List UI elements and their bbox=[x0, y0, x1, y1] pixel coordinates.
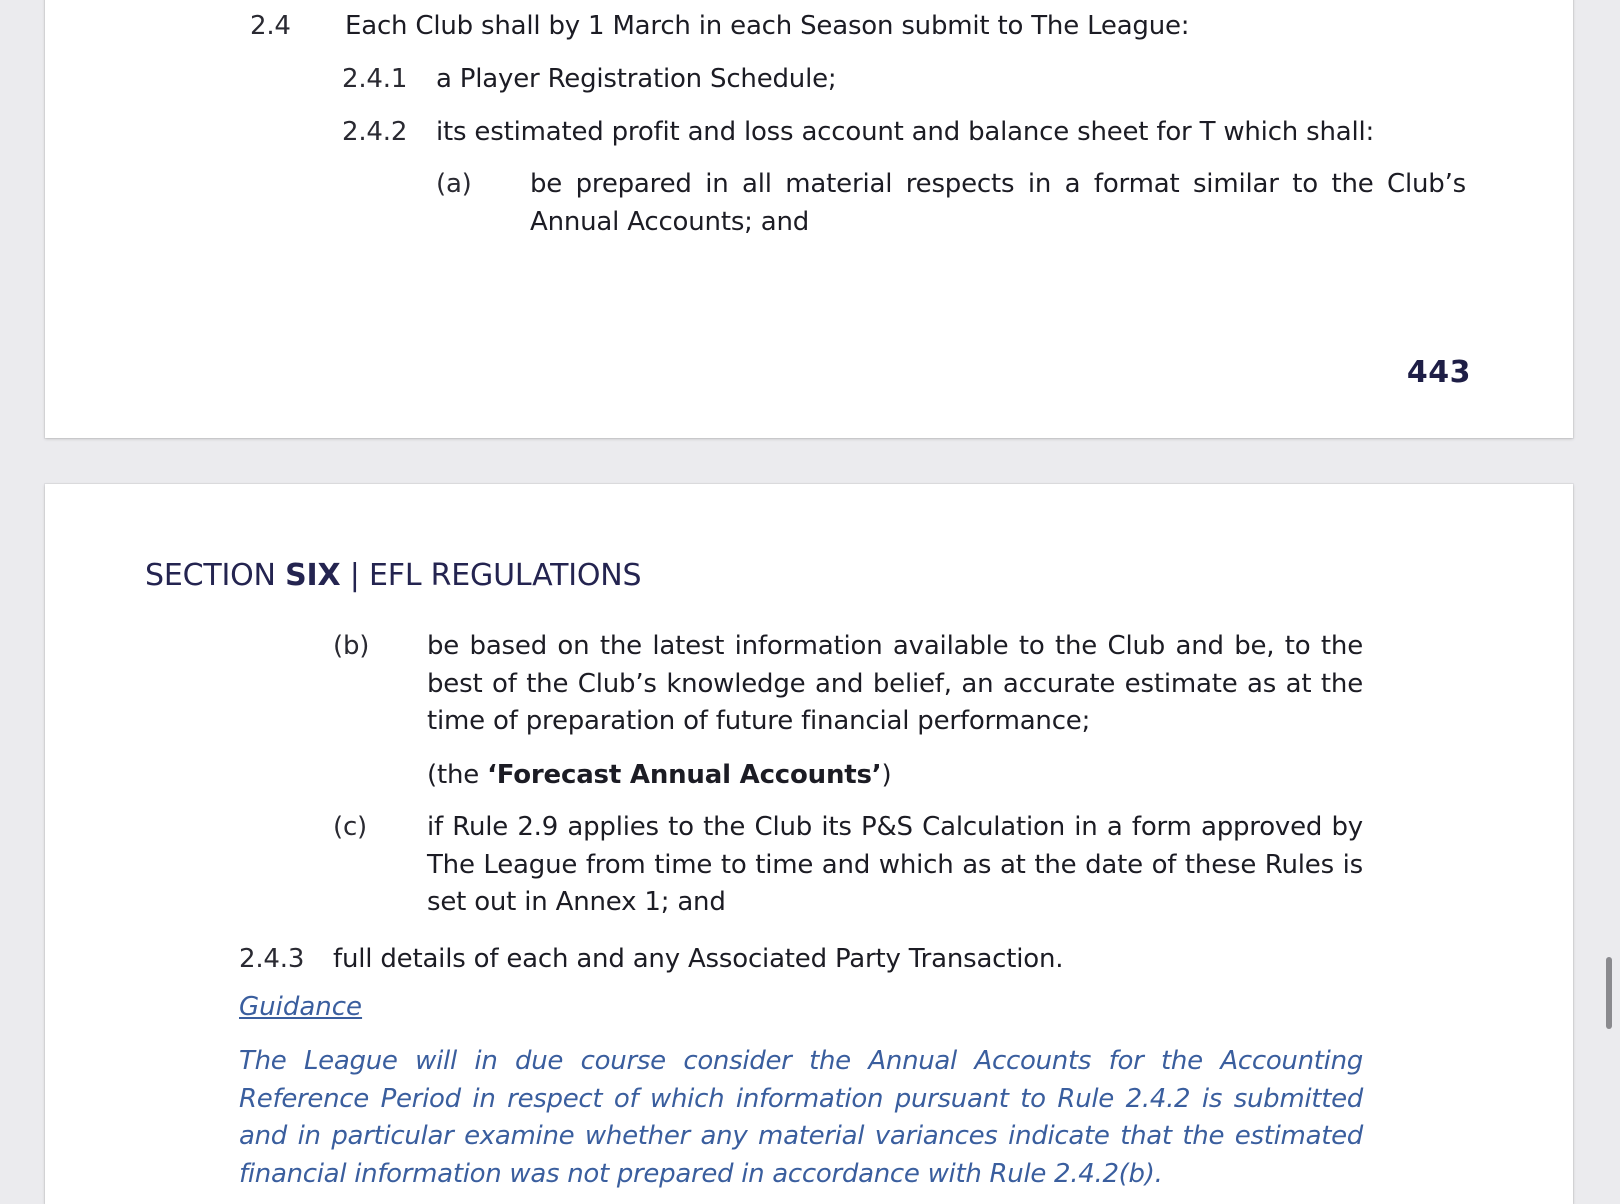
rule-number-2-4-2: 2.4.2 bbox=[342, 117, 408, 147]
document-page-next bbox=[45, 484, 1573, 1204]
sub-rule-letter-a: (a) bbox=[436, 169, 472, 199]
rule-number-2-4-1: 2.4.1 bbox=[342, 64, 408, 94]
section-header bbox=[145, 558, 641, 593]
section-header-bold: SIX bbox=[285, 558, 341, 593]
rule-text-2-4: Each Club shall by 1 March in each Season submit to The League: bbox=[345, 11, 1190, 41]
section-header-prefix: SECTION bbox=[145, 558, 286, 593]
sub-rule-letter-b: (b) bbox=[333, 631, 370, 661]
sub-rule-text-b: be based on the latest information available to the Club and be, to the best of the Club’s knowledge and belief, an accurate estimate as at the time of preparation of future financial performance; bbox=[427, 631, 1363, 736]
rule-text-2-4-1: a Player Registration Schedule; bbox=[436, 64, 837, 94]
definition-line bbox=[427, 757, 891, 794]
definition-close: ) bbox=[881, 760, 892, 790]
rule-number-2-4: 2.4 bbox=[250, 11, 291, 41]
definition-term: ‘Forecast Annual Accounts’ bbox=[487, 760, 882, 790]
vertical-scrollbar[interactable] bbox=[1606, 957, 1612, 1029]
guidance-heading: Guidance bbox=[239, 992, 363, 1022]
rule-number-2-4-3: 2.4.3 bbox=[239, 944, 305, 974]
guidance-text: The League will in due course consider the Annual Accounts for the Accounting Reference Period in respect of which information pursuant to Rule 2.4.2 is submitted and in particular examine whether any material variances indicate that the estimated financial information was not prepared in accordance with Rule 2.4.2(b). bbox=[239, 1046, 1363, 1189]
page-number: 443 bbox=[1406, 355, 1471, 390]
rule-text-2-4-2: its estimated profit and loss account and balance sheet for T which shall: bbox=[436, 117, 1375, 147]
sub-rule-text-c: if Rule 2.9 applies to the Club its P&S Calculation in a form approved by The League from time to time and which as at the date of these Rules is set out in Annex 1; and bbox=[427, 812, 1363, 917]
definition-open: (the bbox=[427, 760, 488, 790]
document-page-443 bbox=[45, 0, 1573, 438]
sub-rule-letter-c: (c) bbox=[333, 812, 367, 842]
rule-text-2-4-3: full details of each and any Associated Party Transaction. bbox=[333, 944, 1064, 974]
sub-rule-text-a: be prepared in all material respects in a format similar to the Club’s Annual Accounts; and bbox=[530, 169, 1466, 237]
section-header-suffix: | EFL REGULATIONS bbox=[340, 558, 642, 593]
